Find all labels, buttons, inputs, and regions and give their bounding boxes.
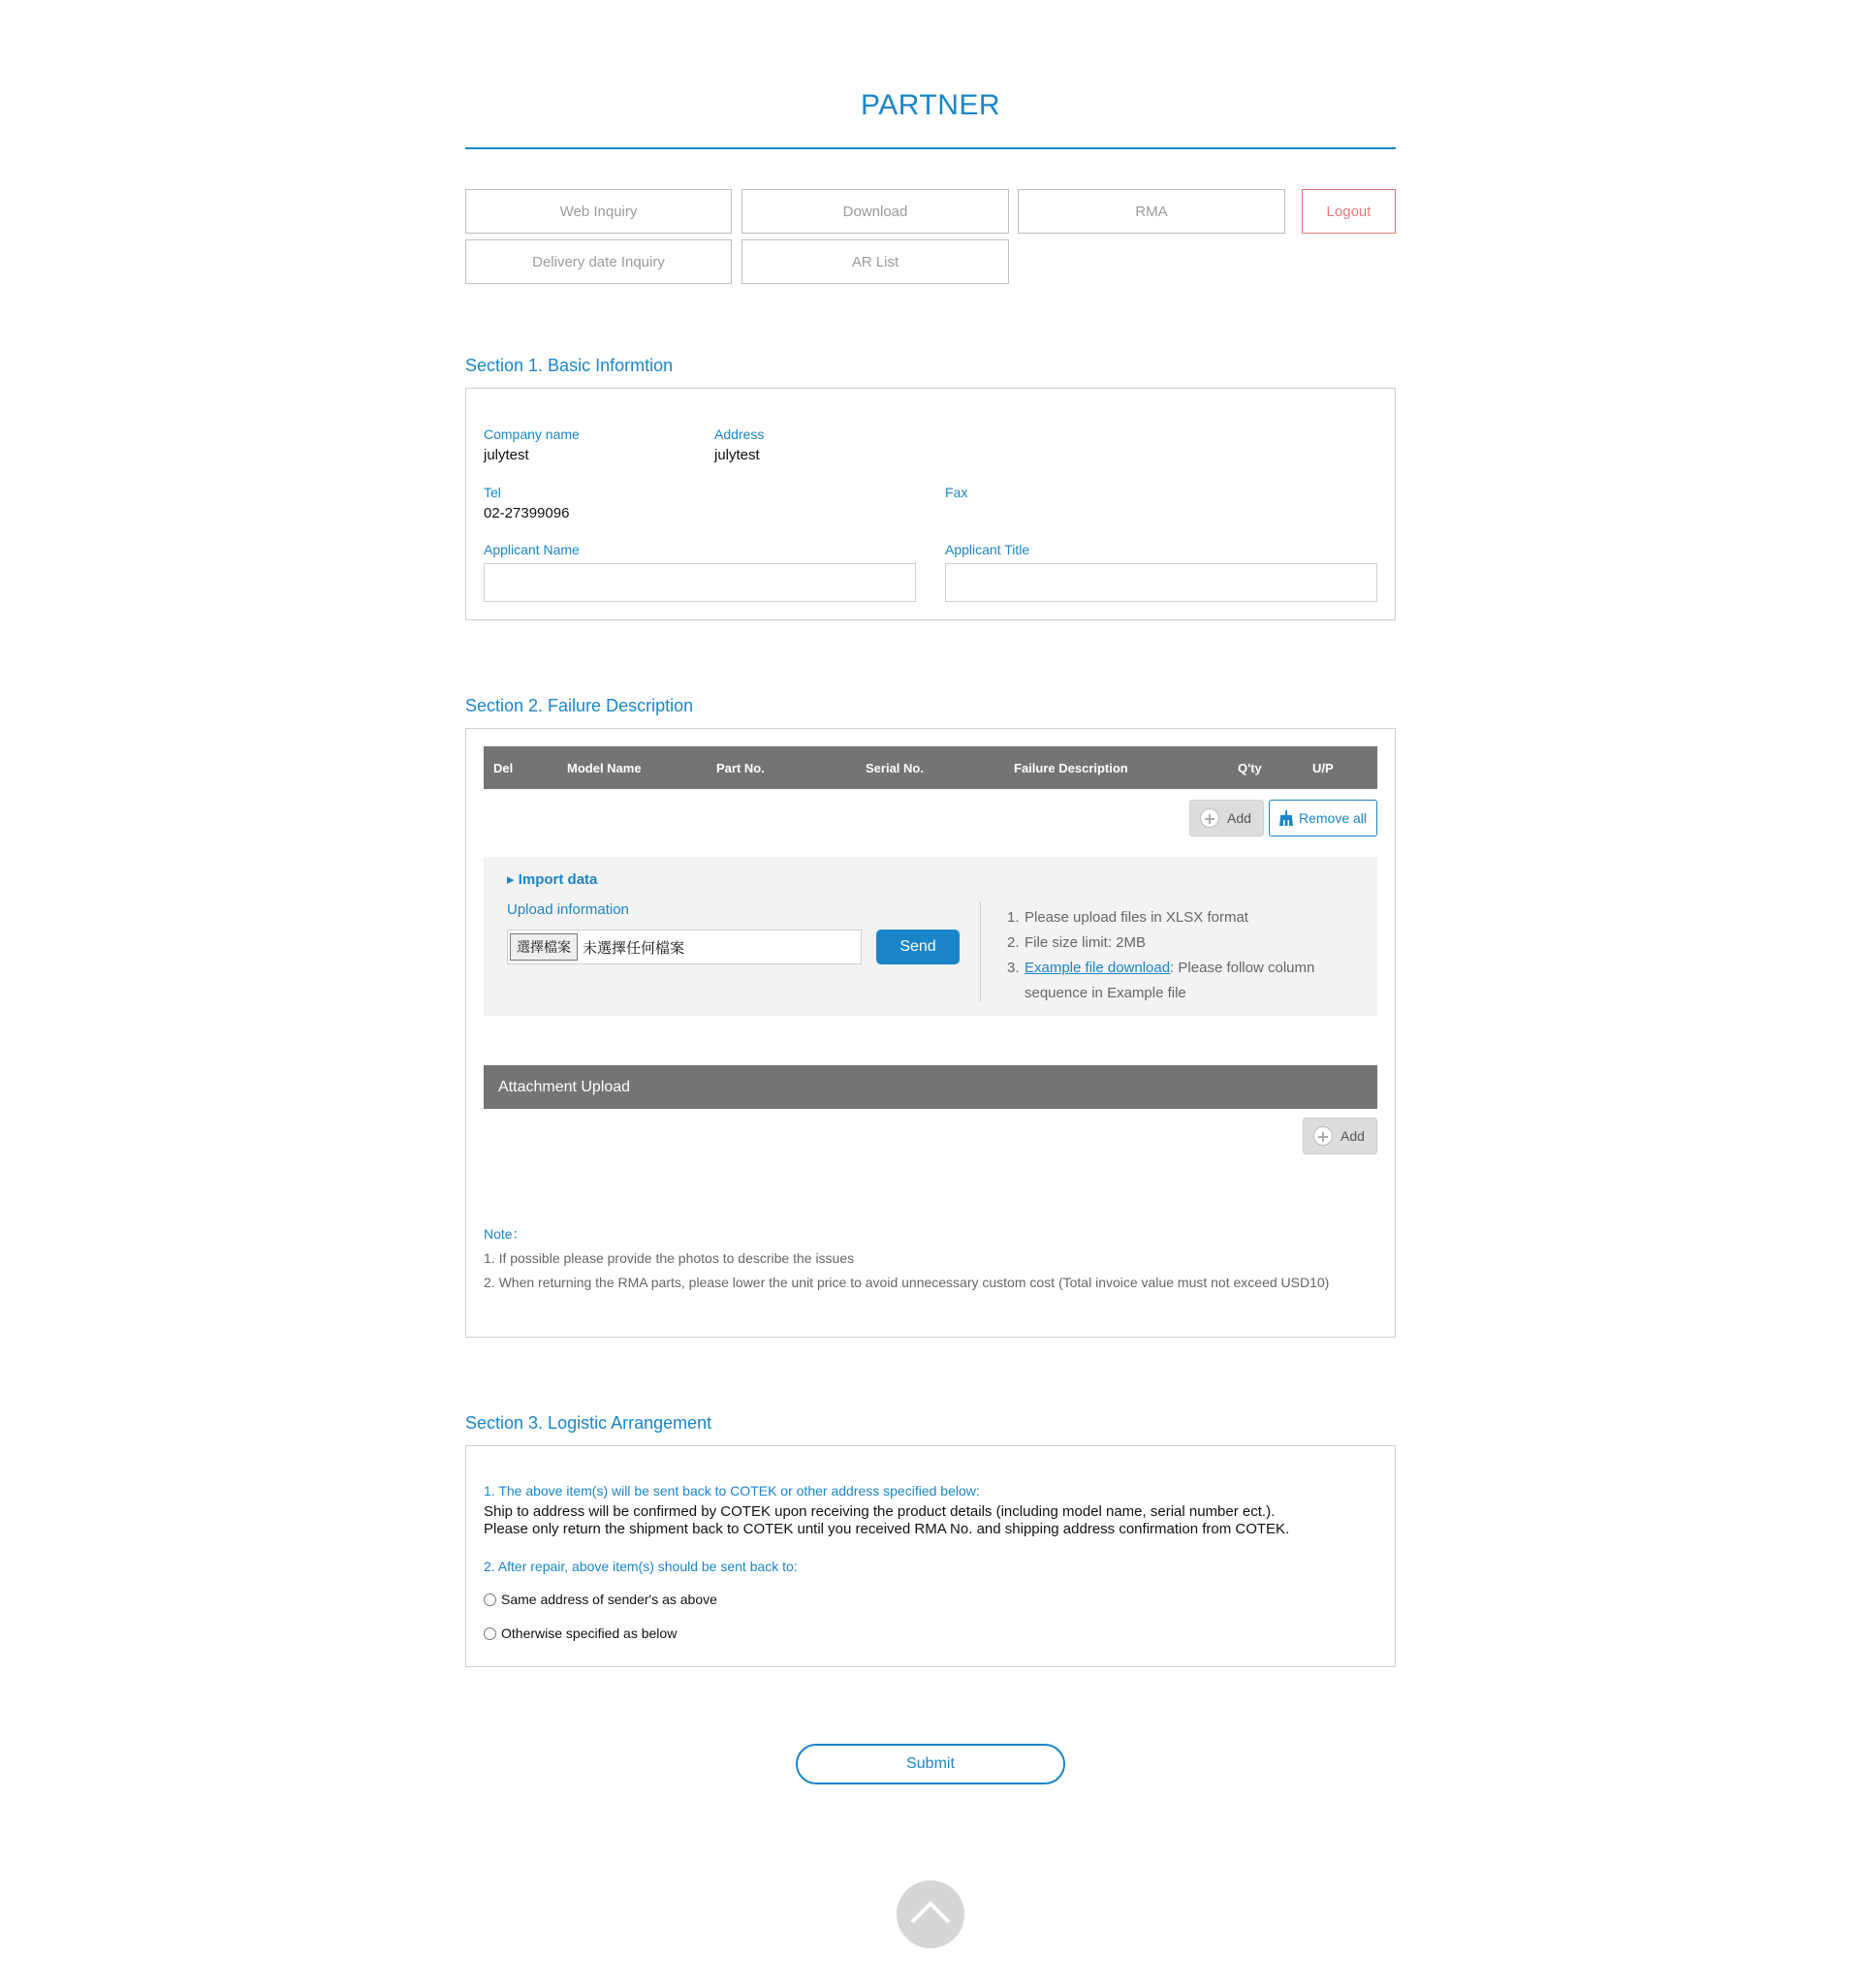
failure-table-header <box>484 746 1377 789</box>
attachment-upload-header: Attachment Upload <box>484 1065 1377 1109</box>
add-row-button[interactable] <box>1189 800 1264 836</box>
nav-rma[interactable]: RMA <box>1018 189 1285 234</box>
rule2-number: 2. <box>1007 934 1020 951</box>
radio-same-address[interactable] <box>484 1592 717 1607</box>
address-label: Address <box>714 426 765 442</box>
applicant-title-input[interactable] <box>945 563 1377 602</box>
remove-all-button[interactable] <box>1269 800 1377 836</box>
plus-circle-icon <box>1200 808 1219 828</box>
section2-box <box>465 728 1396 1338</box>
rule3-number: 3. <box>1007 960 1020 976</box>
plus-circle-icon <box>1313 1126 1333 1146</box>
example-file-download-link[interactable]: Example file download <box>1025 960 1171 976</box>
rule1-number: 1. <box>1007 909 1020 926</box>
rule3-text: : Please follow column sequence in Example file <box>1025 960 1315 1001</box>
nav-ar-list[interactable]: AR List <box>741 239 1009 284</box>
note-title: Note： <box>484 1226 526 1242</box>
fax-label: Fax <box>945 485 968 500</box>
import-data-panel <box>484 857 1377 1016</box>
radio-otherwise-label: Otherwise specified as below <box>501 1625 678 1641</box>
section3-box <box>465 1445 1396 1667</box>
col-serial-no: Serial No. <box>866 761 924 775</box>
submit-button[interactable]: Submit <box>796 1744 1065 1784</box>
back-to-top-button[interactable] <box>897 1880 964 1948</box>
rule1: Please upload files in XLSX format <box>1025 909 1248 926</box>
address-value: julytest <box>714 447 760 463</box>
file-input[interactable] <box>507 930 862 964</box>
title-divider <box>465 147 1396 149</box>
radio-same-address-label: Same address of sender's as above <box>501 1592 717 1607</box>
upload-information-label: Upload information <box>507 901 629 918</box>
col-model-name: Model Name <box>567 761 642 775</box>
col-qty: Q'ty <box>1238 761 1262 775</box>
section2-title: Section 2. Failure Description <box>465 696 694 715</box>
nav-web-inquiry[interactable]: Web Inquiry <box>465 189 732 234</box>
file-status: 未選擇任何檔案 <box>583 939 685 957</box>
section1-box <box>465 388 1396 620</box>
col-up: U/P <box>1312 761 1334 775</box>
send-button[interactable]: Send <box>876 930 960 964</box>
import-divider <box>980 901 981 1002</box>
logistic-item2-heading: 2. After repair, above item(s) should be sent back to: <box>484 1559 798 1574</box>
applicant-name-label: Applicant Name <box>484 542 580 557</box>
col-del: Del <box>493 761 514 775</box>
note-2: 2. When returning the RMA parts, please lower the unit price to avoid unnecessary custom cost (Total invoice value must not exceed USD10) <box>484 1275 1330 1290</box>
tel-label: Tel <box>484 485 501 500</box>
add-attachment-button[interactable] <box>1303 1118 1377 1154</box>
nav-download[interactable]: Download <box>741 189 1009 234</box>
logistic-item1-heading: 1. The above item(s) will be sent back to COTEK or other address specified below: <box>484 1483 980 1499</box>
tel-value: 02-27399096 <box>484 505 570 521</box>
logistic-item1-line2: Please only return the shipment back to COTEK until you received RMA No. and shipping address confirmation from COTEK. <box>484 1521 1290 1537</box>
company-name-label: Company name <box>484 426 580 442</box>
page-title: PARTNER <box>860 89 1001 121</box>
upload-rules <box>1007 905 1366 1006</box>
remove-all-icon <box>1277 809 1295 827</box>
add-attachment-label: Add <box>1341 1128 1365 1144</box>
section1-title: Section 1. Basic Informtion <box>465 356 674 375</box>
rule2: File size limit: 2MB <box>1025 934 1147 951</box>
col-part-no: Part No. <box>716 761 765 775</box>
chevron-up-icon <box>909 1897 952 1926</box>
logout-button[interactable]: Logout <box>1302 189 1396 234</box>
applicant-name-input[interactable] <box>484 563 916 602</box>
radio-otherwise-specified[interactable] <box>484 1625 677 1641</box>
logistic-item1-line1: Ship to address will be confirmed by COTEK upon receiving the product details (including model name, serial number ect.). <box>484 1503 1276 1520</box>
add-row-label: Add <box>1227 810 1251 826</box>
note-1: 1. If possible please provide the photos to describe the issues <box>484 1250 855 1266</box>
radio-button[interactable] <box>484 1627 496 1640</box>
company-name-value: julytest <box>484 447 529 463</box>
import-data-title[interactable]: ▸ Import data <box>507 871 598 888</box>
col-failure-description: Failure Description <box>1014 761 1128 775</box>
nav-delivery-date-inquiry[interactable]: Delivery date Inquiry <box>465 239 732 284</box>
applicant-title-label: Applicant Title <box>945 542 1030 557</box>
choose-file-button[interactable]: 選擇檔案 <box>510 933 578 961</box>
remove-all-label: Remove all <box>1299 810 1368 826</box>
radio-button[interactable] <box>484 1594 496 1606</box>
section3-title: Section 3. Logistic Arrangement <box>465 1413 712 1433</box>
